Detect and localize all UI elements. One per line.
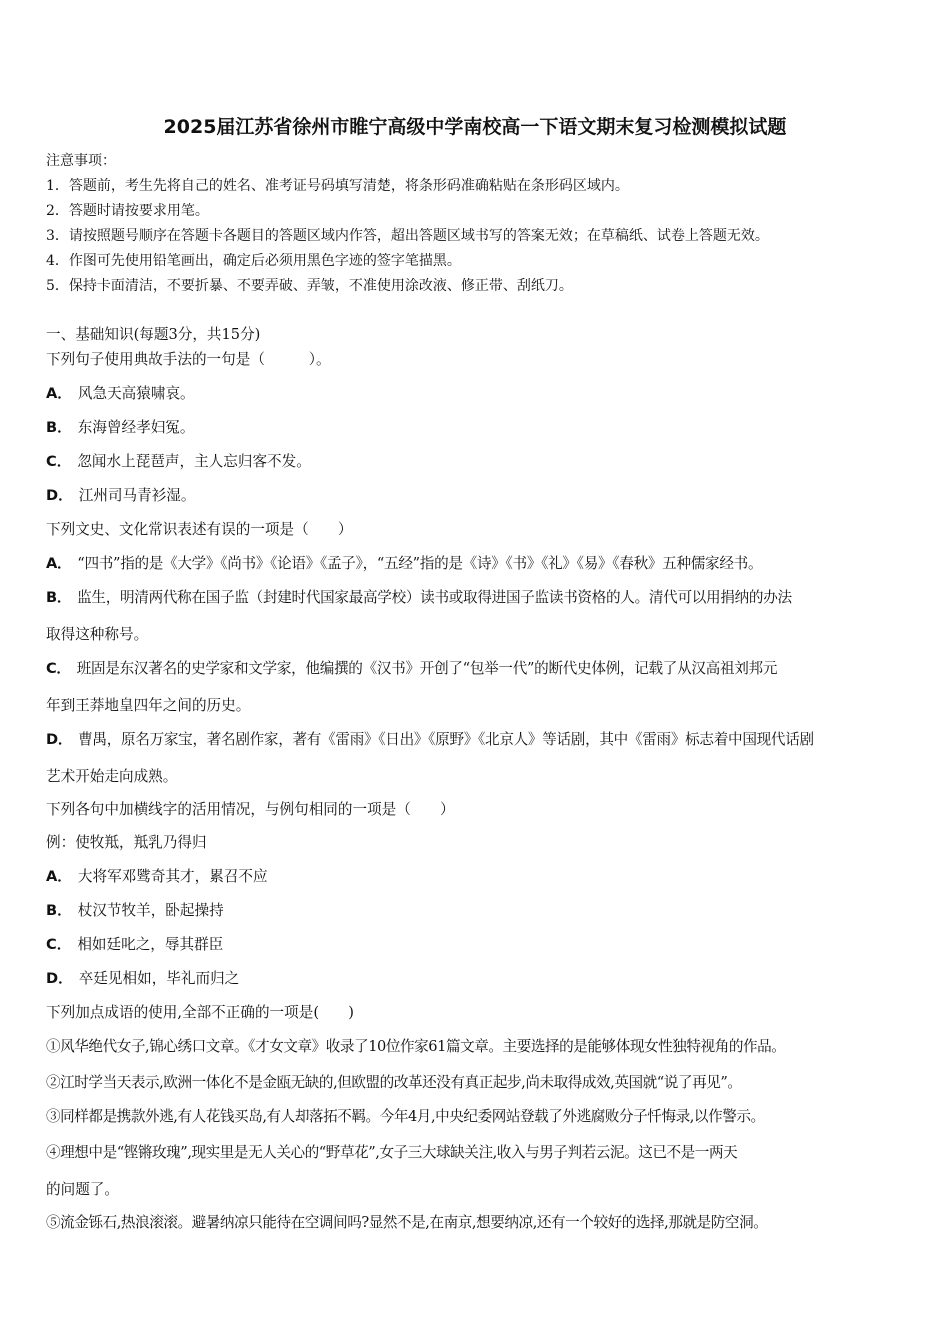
- option-b: [46, 419, 194, 437]
- notice-heading: 注意事项：: [46, 153, 116, 169]
- notice-item: 1．答题前，考生先将自己的姓名、准考证号码填写清楚，将条形码准确粘贴在条形码区域内。: [46, 178, 629, 194]
- notice-item: 3．请按照题号顺序在答题卡各题目的答题区域内作答，超出答题区域书写的答案无效；在草稿纸、试卷上答题无效。: [46, 228, 769, 244]
- option-text: 杖汉节牧羊，卧起操持: [77, 902, 224, 919]
- question-2-stem: 下列文史、文化常识表述有误的一项是（ ）: [46, 521, 353, 538]
- option-a: [46, 555, 762, 573]
- option-letter: B．: [46, 902, 72, 919]
- option-letter: A．: [46, 868, 72, 885]
- option-letter: D．: [46, 970, 73, 987]
- option-d-continuation: 艺术开始走向成熟。: [46, 768, 178, 785]
- sentence-item: ⑤流金铄石,热浪滚滚。避暑纳凉只能待在空调间吗?显然不是,在南京,想要纳凉,还有一个较好的选择,那就是防空洞。: [46, 1214, 768, 1231]
- option-d: [46, 487, 195, 505]
- option-letter: B．: [46, 589, 72, 606]
- option-text: 风急天高猿啸哀。: [77, 385, 195, 402]
- option-text: 相如廷叱之，辱其群臣: [77, 936, 224, 953]
- option-c-continuation: 年到王莽地皇四年之间的历史。: [46, 697, 251, 714]
- option-letter: C．: [46, 936, 72, 953]
- notice-item: 2．答题时请按要求用笔。: [46, 203, 209, 219]
- option-letter: A．: [46, 555, 72, 572]
- option-letter: C．: [46, 660, 71, 677]
- option-b-continuation: 取得这种称号。: [46, 626, 149, 643]
- question-1-stem: 下列句子使用典故手法的一句是（ ）。: [46, 351, 331, 368]
- sentence-item-continuation: 的问题了。: [46, 1181, 119, 1198]
- option-letter: B．: [46, 419, 72, 436]
- option-text: 东海曾经孝妇冤。: [77, 419, 195, 436]
- option-letter: A．: [46, 385, 72, 402]
- option-text: 班固是东汉著名的史学家和文学家，他编撰的《汉书》开创了“包举一代”的断代史体例，记载了从汉高祖刘邦元: [76, 660, 778, 677]
- sentence-item: ①风华绝代女子,锦心绣口文章。《才女文章》收录了10位作家61篇文章。主要选择的是能够体现女性独特视角的作品。: [46, 1038, 786, 1055]
- sentence-item: ③同样都是携款外逃,有人花钱买岛,有人却落拓不羁。今年4月,中央纪委网站登载了外逃腐败分子忏悔录,以作警示。: [46, 1108, 765, 1125]
- option-letter: C．: [46, 453, 72, 470]
- option-text: 忽闻水上琵琶声，主人忘归客不发。: [77, 453, 311, 470]
- option-d: [46, 970, 239, 988]
- option-text: 卒廷见相如，毕礼而归之: [78, 970, 240, 987]
- option-text: 曹禺，原名万家宝，著名剧作家，著有《雷雨》《日出》《原野》《北京人》等话剧，其中《雷雨》标志着中国现代话剧: [78, 731, 814, 748]
- option-b: [46, 589, 792, 607]
- notice-item: 4．作图可先使用铅笔画出，确定后必须用黑色字迹的签字笔描黑。: [46, 253, 461, 269]
- page-title: 2025届江苏省徐州市睢宁高级中学南校高一下语文期末复习检测模拟试题: [163, 116, 787, 138]
- option-d: [46, 731, 814, 749]
- option-c: [46, 453, 311, 471]
- option-a: [46, 385, 195, 403]
- option-a: [46, 868, 268, 886]
- option-b: [46, 902, 224, 920]
- option-text: 大将军邓骘奇其才，累召不应: [77, 868, 268, 885]
- option-text: “四书”指的是《大学》《尚书》《论语》《孟子》，“五经”指的是《诗》《书》《礼》《易》《春秋》五种儒家经书。: [77, 555, 763, 572]
- question-3-example: 例：使牧羝，羝乳乃得归: [46, 834, 207, 851]
- question-3-stem: 下列各句中加横线字的活用情况，与例句相同的一项是（ ）: [46, 801, 455, 818]
- sentence-item: ②江时学当天表示,欧洲一体化不是金瓯无缺的,但欧盟的改革还没有真正起步,尚未取得成效,英国就“说了再见”。: [46, 1074, 742, 1091]
- notice-item: 5．保持卡面清洁，不要折暴、不要弄破、弄皱，不准使用涂改液、修正带、刮纸刀。: [46, 278, 573, 294]
- option-c: [46, 936, 223, 954]
- option-letter: D．: [46, 487, 73, 504]
- question-4-stem: 下列加点成语的使用,全部不正确的一项是( ): [46, 1004, 354, 1021]
- option-text: 江州司马青衫湿。: [78, 487, 196, 504]
- option-letter: D．: [46, 731, 73, 748]
- sentence-item: ④理想中是“铿锵玫瑰”,现实里是无人关心的“野草花”,女子三大球缺关注,收入与男子判若云泥。这已不是一两天: [46, 1144, 738, 1161]
- option-text: 监生，明清两代称在国子监（封建时代国家最高学校）读书或取得进国子监读书资格的人。清代可以用捐纳的办法: [77, 589, 792, 606]
- option-c: [46, 660, 777, 678]
- section-heading: 一、基础知识(每题3分，共15分): [46, 326, 261, 343]
